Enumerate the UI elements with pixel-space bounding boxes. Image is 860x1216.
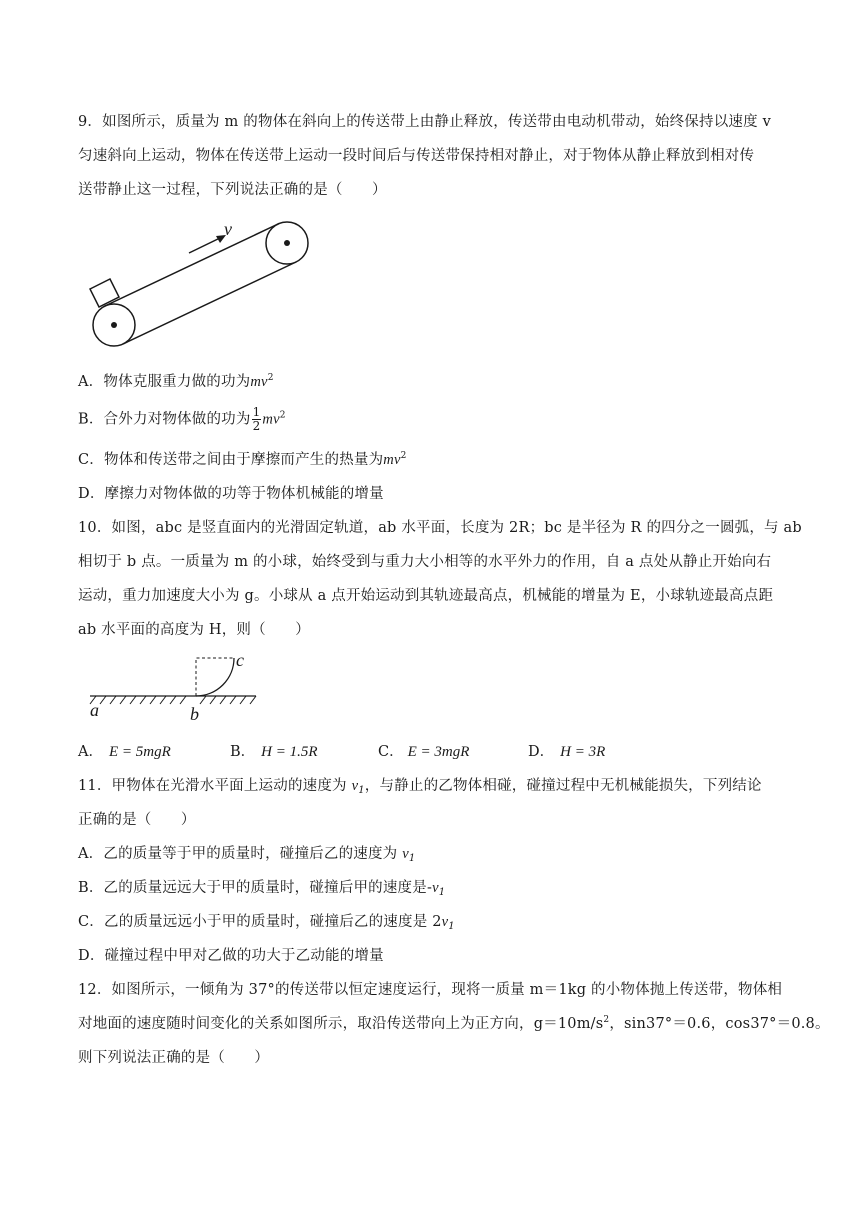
q10-option-d-math: H = 3R xyxy=(560,744,606,760)
track-figure xyxy=(86,652,261,730)
q11-line-1-post: ，与静止的乙物体相碰，碰撞过程中无机械能损失，下列结论 xyxy=(364,778,762,794)
q9-option-c-text: C．物体和传送带之间由于摩擦而产生的热量为 xyxy=(78,452,384,468)
q9-option-b-sup: 2 xyxy=(279,410,286,421)
q11-option-c-sub: 1 xyxy=(448,921,455,932)
fraction-numerator: 1 xyxy=(252,405,261,419)
q12-line-2-pre: 对地面的速度随时间变化的关系如图所示，取沿传送带向上为正方向，g＝10m/s xyxy=(78,1016,604,1032)
block-on-belt xyxy=(90,279,119,307)
upper-pulley-axle xyxy=(284,240,290,246)
conveyor-belt-figure xyxy=(84,215,324,355)
q10-option-a-label: A． xyxy=(78,744,103,760)
q10-option-a-math: E = 5mgR xyxy=(108,744,171,760)
q9-option-b xyxy=(78,406,286,433)
q9-option-d: D．摩擦力对物体做的功等于物体机械能的增量 xyxy=(78,486,384,502)
lower-pulley-axle xyxy=(111,322,117,328)
q9-option-a-sup: 2 xyxy=(267,373,274,383)
q11-option-c xyxy=(78,912,455,932)
velocity-label: v xyxy=(224,219,232,239)
q9-line-1: 9．如图所示，质量为 m 的物体在斜向上的传送带上由静止释放，传送带由电动机带动，始终保持以速度 v xyxy=(78,114,771,130)
belt-bottom xyxy=(123,262,296,344)
q10-line-2: 相切于 b 点。一质量为 m 的小球，始终受到与重力大小相等的水平外力的作用，自 a 点处从静止开始向右 xyxy=(78,554,772,570)
q10-option-b-label: B． xyxy=(230,744,256,760)
q9-option-a-text: A．物体克服重力做的功为 xyxy=(78,374,251,390)
q11-option-b xyxy=(78,878,445,898)
q9-option-a xyxy=(78,372,274,392)
q11-option-b-text: B．乙的质量远远大于甲的质量时，碰撞后甲的速度是- xyxy=(78,880,433,896)
q10-line-4: ab 水平面的高度为 H，则（ ） xyxy=(78,622,310,638)
q10-option-d-label: D． xyxy=(528,744,555,760)
q10-line-3: 运动，重力加速度大小为 g。小球从 a 点开始运动到其轨迹最高点，机械能的增量为 E，小球轨迹最高点距 xyxy=(78,588,774,604)
q12-line-2-sup: 2 xyxy=(603,1015,610,1025)
q11-option-c-v: v xyxy=(441,914,449,930)
belt-top xyxy=(105,224,278,306)
q9-line-2: 匀速斜向上运动，物体在传送带上运动一段时间后与传送带保持相对静止，对于物体从静止释放到相对传 xyxy=(78,148,755,164)
q9-option-a-math: mv xyxy=(250,374,268,390)
q12-line-1: 12．如图所示，一倾角为 37°的传送带以恒定速度运行，现将一质量 m＝1kg 的小物体抛上传送带，物体相 xyxy=(78,982,783,998)
q11-option-b-sub: 1 xyxy=(438,887,446,898)
q11-line-2: 正确的是（ ） xyxy=(78,812,196,828)
q9-option-c-math: mv xyxy=(383,452,401,468)
q10-option-c-math: E = 3mgR xyxy=(407,744,470,760)
label-b: b xyxy=(190,704,199,724)
quarter-arc xyxy=(196,658,234,696)
q11-option-a xyxy=(78,844,415,864)
q10-option-a xyxy=(78,742,171,762)
q9-option-b-math: mv xyxy=(262,411,280,428)
q9-option-b-text: B．合外力对物体做的功为 xyxy=(78,411,251,428)
q12-line-2-post: ，sin37°＝0.6，cos37°＝0.8。 xyxy=(609,1016,830,1032)
q10-option-c-label: C． xyxy=(378,744,404,760)
q9-line-3: 送带静止这一过程，下列说法正确的是（ ） xyxy=(78,182,387,198)
q11-option-c-text: C．乙的质量远远小于甲的质量时，碰撞后乙的速度是 2 xyxy=(78,914,442,930)
label-c: c xyxy=(236,652,244,670)
label-a: a xyxy=(90,700,99,720)
q12-line-2 xyxy=(78,1014,830,1034)
q11-line-1-v: v xyxy=(351,778,359,794)
velocity-arrow xyxy=(189,237,222,253)
fraction-denominator: 2 xyxy=(252,419,261,433)
ground-hatching xyxy=(90,696,256,704)
q10-option-b-math: H = 1.5R xyxy=(261,744,318,760)
q11-line-1-sub: 1 xyxy=(358,785,365,796)
q12-line-3: 则下列说法正确的是（ ） xyxy=(78,1050,270,1066)
q11-option-a-v: v xyxy=(402,846,409,862)
q11-line-1 xyxy=(78,776,762,796)
q11-option-a-sub: 1 xyxy=(408,853,416,864)
q11-option-d: D．碰撞过程中甲对乙做的功大于乙动能的增量 xyxy=(78,948,384,964)
q11-option-a-text: A．乙的质量等于甲的质量时，碰撞后乙的速度为 xyxy=(78,846,403,862)
q9-option-c xyxy=(78,450,407,470)
fraction-one-half xyxy=(252,406,262,433)
q11-option-b-v: v xyxy=(432,880,439,896)
q10-option-d xyxy=(528,742,605,762)
q11-line-1-pre: 11．甲物体在光滑水平面上运动的速度为 xyxy=(78,778,352,794)
q10-option-c xyxy=(378,742,469,762)
q10-option-b xyxy=(230,742,318,762)
q9-option-c-sup: 2 xyxy=(400,451,407,461)
q10-line-1: 10．如图，abc 是竖直面内的光滑固定轨道，ab 水平面，长度为 2R；bc 是半径为 R 的四分之一圆弧，与 ab xyxy=(78,520,802,536)
